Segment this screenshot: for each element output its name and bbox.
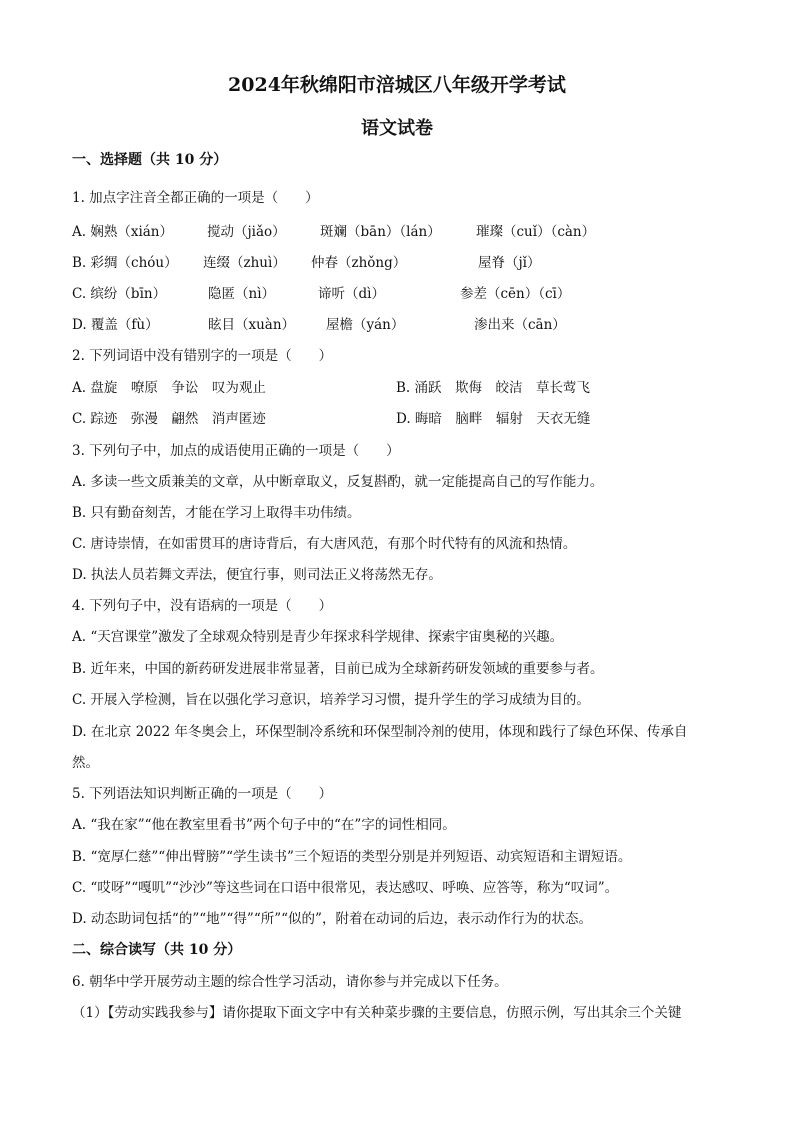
q1-option-b-1: B. 彩绸（chóu） [72,255,178,271]
q5-option-b: B. “宽厚仁慈”“伸出臂膀”“学生读书”三个短语的类型分别是并列短语、动宾短语和主谓短语。 [72,849,632,865]
q4-option-d-line2: 然。 [72,755,99,771]
q1-option-b-2: 连缀（zhuì） [203,255,286,271]
section-2-heading: 二、综合读写（共 10 分） [72,942,242,958]
page-title: 2024年秋绵阳市涪城区八年级开学考试 [228,74,566,96]
question-1-stem: 1. 加点字注音全都正确的一项是（ ） [72,190,319,206]
q6-subquestion-1: （1）【劳动实践我参与】请你提取下面文字中有关种菜步骤的主要信息，仿照示例，写出其余三个关键 [72,1005,682,1021]
q2-option-c: C. 踪迹 弥漫 翩然 消声匿迹 [72,411,266,427]
q4-option-d-line1: D. 在北京 2022 年冬奥会上，环保型制冷系统和环保型制冷剂的使用，体现和践行了绿色环保、传承自 [72,724,688,740]
q4-option-b: B. 近年来，中国的新药研发进展非常显著，目前已成为全球新药研发领域的重要参与者。 [72,661,604,677]
q2-option-a: A. 盘旋 嘹原 争讼 叹为观止 [72,380,266,396]
page-subtitle: 语文试卷 [361,118,433,139]
q3-option-b: B. 只有勤奋刻苦，才能在学习上取得丰功伟绩。 [72,505,361,521]
question-2-stem: 2. 下列词语中没有错别字的一项是（ ） [72,348,333,364]
q3-option-a: A. 多读一些文质兼美的文章，从中断章取义，反复斟酌，就一定能提高自己的写作能力。 [72,474,604,490]
q5-option-c: C. “哎呀”“嘎叽”“沙沙”等这些词在口语中很常见，表达感叹、呼唤、应答等，称为“叹词”。 [72,880,619,896]
q4-option-a: A. “天宫课堂”激发了全球观众特别是青少年探求科学规律、探索宇宙奥秘的兴趣。 [72,629,564,645]
q1-option-c-4: 参差（cēn）（cī） [460,286,571,302]
question-3-stem: 3. 下列句子中，加点的成语使用正确的一项是（ ） [72,443,400,459]
q2-option-d: D. 晦暗 脑畔 辐射 天衣无缝 [396,411,591,427]
section-1-heading: 一、选择题（共 10 分） [72,152,228,168]
q1-option-d-2: 眩目（xuàn） [208,317,296,333]
question-6-stem: 6. 朝华中学开展劳动主题的综合性学习活动，请你参与并完成以下任务。 [72,974,508,990]
q1-option-c-3: 谛听（dì） [318,286,385,302]
q1-option-a-4: 璀璨（cuǐ）（càn） [476,224,596,240]
q1-option-b-3: 仲春（zhǒng） [311,255,407,271]
q3-option-d: D. 执法人员若舞文弄法，便宜行事，则司法正义将荡然无存。 [72,567,442,583]
q2-option-b: B. 涌跃 欺侮 皎洁 草长莺飞 [396,380,591,396]
q1-option-d-1: D. 覆盖（fù） [72,317,159,333]
q1-option-c-2: 隐匿（nì） [208,286,276,302]
q1-option-c-1: C. 缤纷（bīn） [72,286,167,302]
q1-option-d-3: 屋檐（yán） [326,317,405,333]
q1-option-a-1: A. 娴熟（xián） [72,224,174,240]
q3-option-c: C. 唐诗崇情，在如雷贯耳的唐诗背后，有大唐风范，有那个时代特有的风流和热情。 [72,536,577,552]
q1-option-a-3: 斑斓（bān）（lán） [320,224,441,240]
q5-option-d: D. 动态助词包括“的”“地”“得”“所”“似的”，附着在动词的后边，表示动作行为的状态。 [72,911,592,927]
q1-option-a-2: 搅动（jiǎo） [207,224,286,240]
question-4-stem: 4. 下列句子中，没有语病的一项是（ ） [72,598,333,614]
q5-option-a: A. “我在家”“他在教室里看书”两个句子中的“在”字的词性相同。 [72,817,456,833]
question-5-stem: 5. 下列语法知识判断正确的一项是（ ） [72,786,333,802]
q1-option-d-4: 渗出来（cān） [474,317,566,333]
q1-option-b-4: 屋脊（jǐ） [478,255,541,271]
q4-option-c: C. 开展入学检测，旨在以强化学习意识，培养学习习惯，提升学生的学习成绩为目的。 [72,692,590,708]
